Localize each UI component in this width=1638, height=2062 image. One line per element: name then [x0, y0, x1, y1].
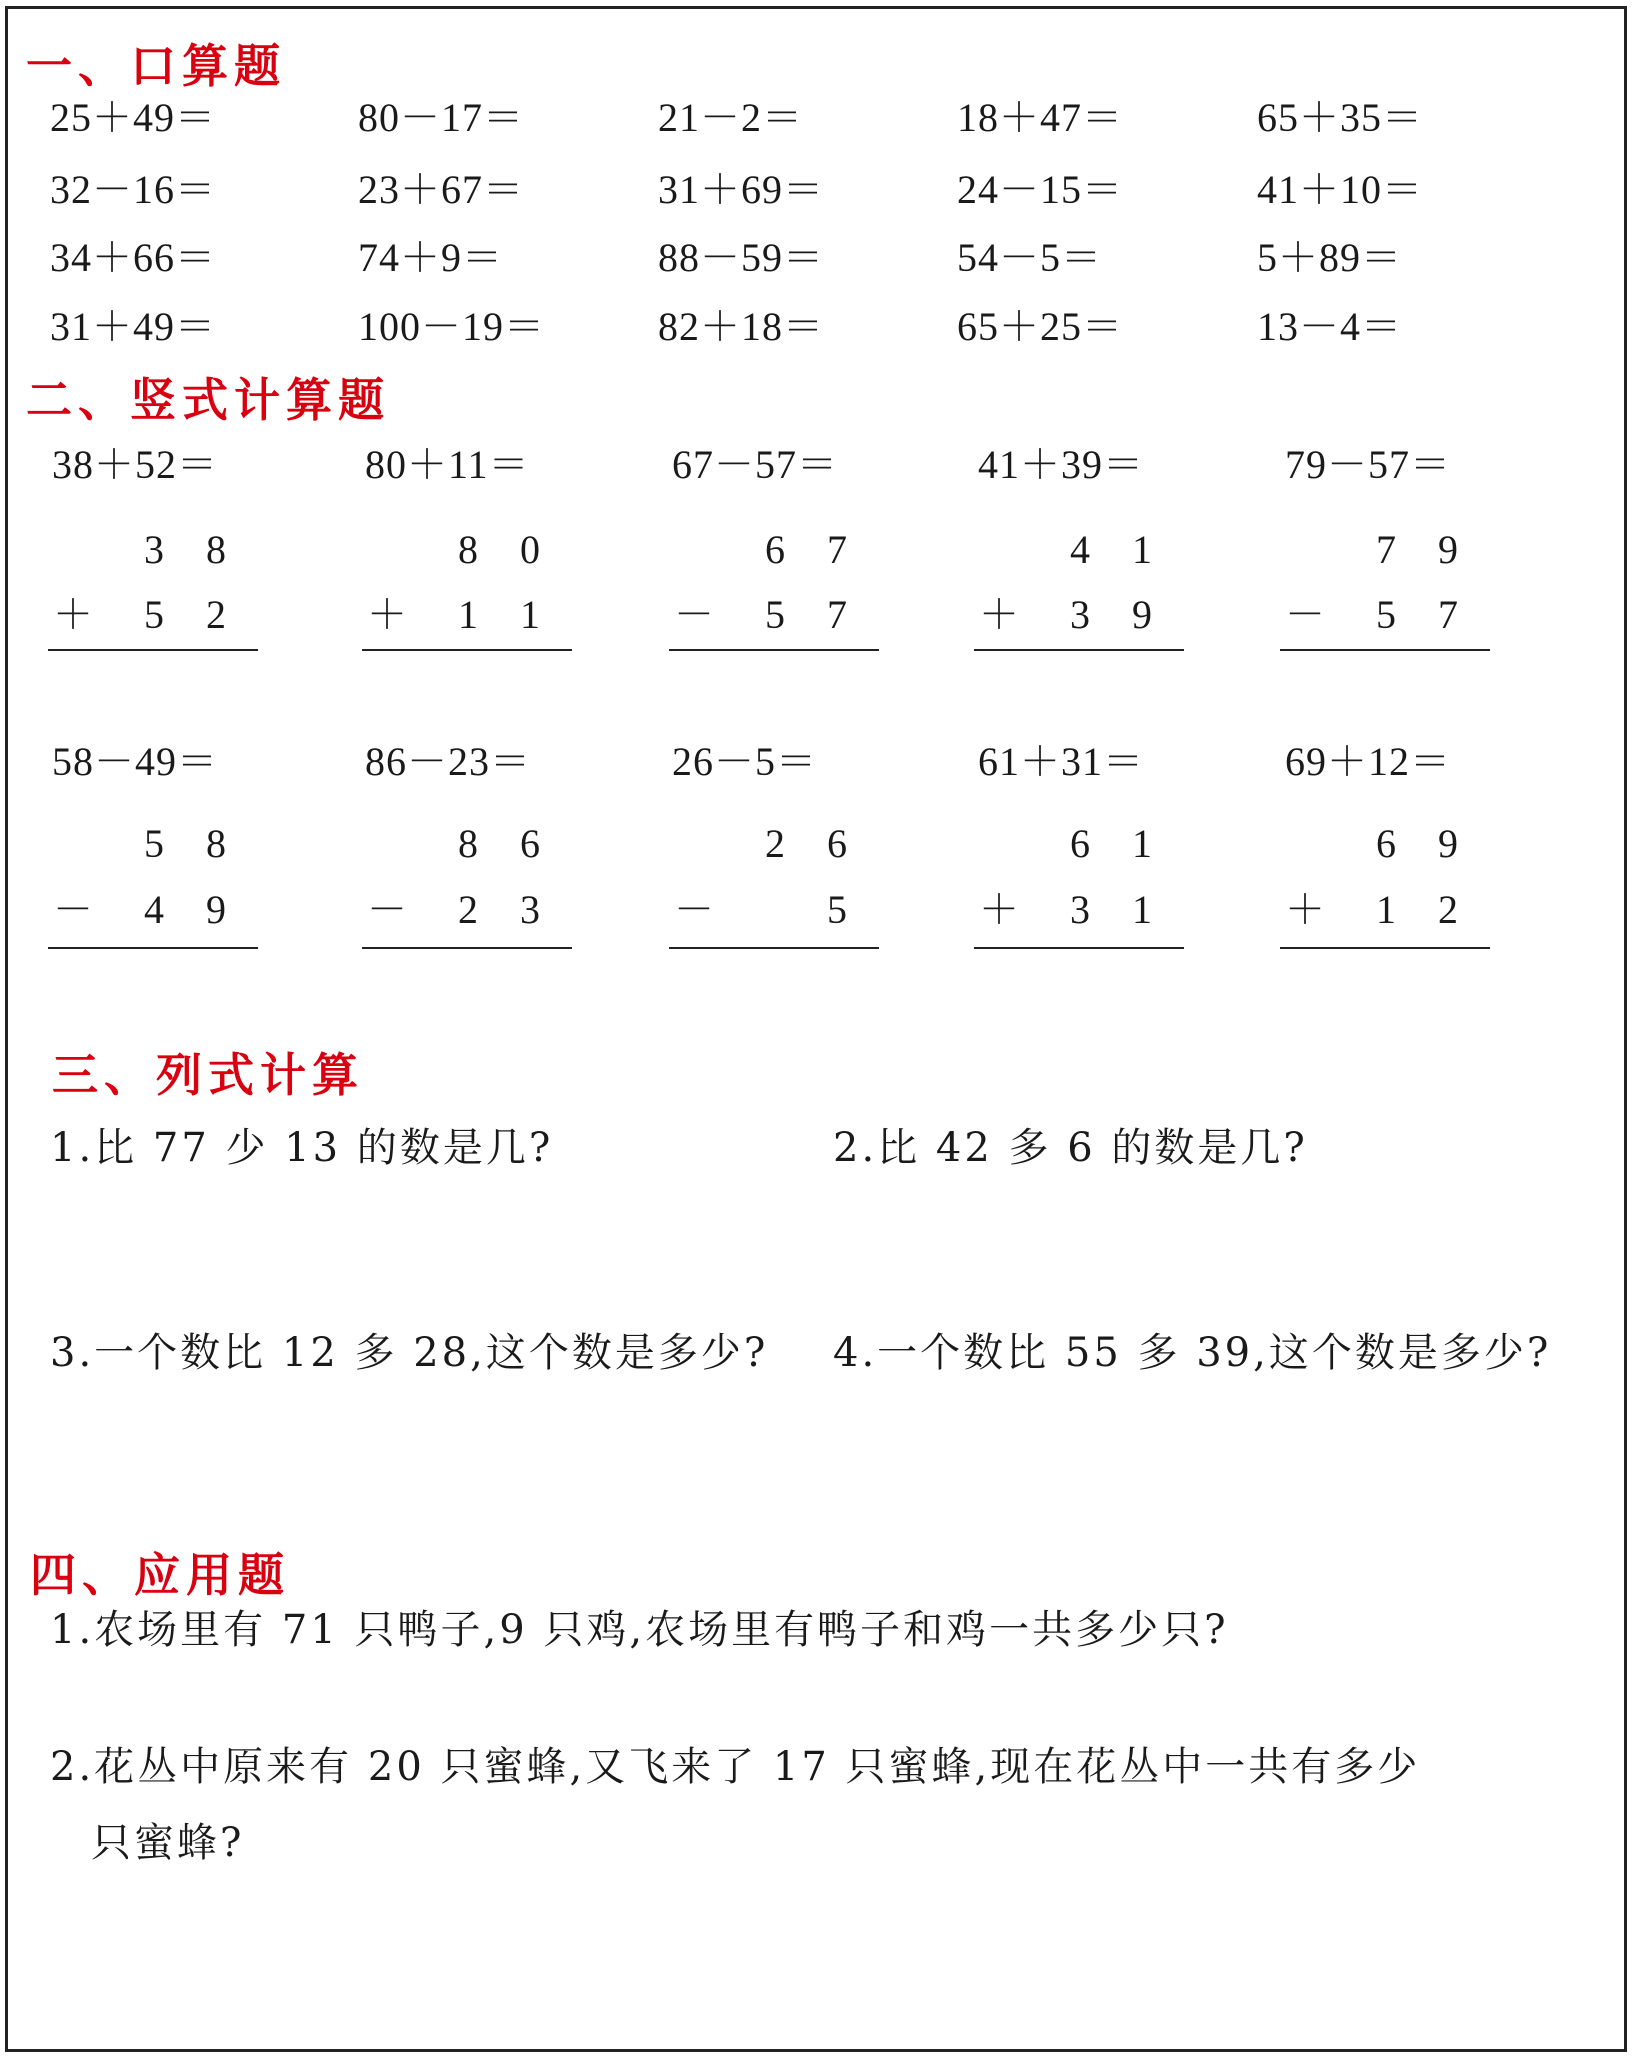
section4-question-2-line-2: 只蜜蜂? [91, 1820, 245, 1866]
vertical-problem-equation: 69＋12＝ [1285, 739, 1451, 784]
oral-equation: 100－19＝ [358, 304, 545, 349]
top-units-digit: 8 [206, 527, 226, 572]
answer-underline [974, 649, 1184, 651]
top-tens-digit: 8 [458, 821, 478, 866]
oral-equation: 13－4＝ [1257, 304, 1402, 349]
oral-equation: 32－16＝ [50, 167, 216, 212]
top-units-digit: 6 [827, 821, 847, 866]
oral-equation: 74＋9＝ [358, 235, 503, 280]
top-tens-digit: 3 [144, 527, 164, 572]
section2-heading: 二、竖式计算题 [26, 373, 390, 427]
oral-equation: 80－17＝ [358, 95, 524, 140]
top-units-digit: 0 [520, 527, 540, 572]
oral-equation: 18＋47＝ [957, 95, 1123, 140]
top-tens-digit: 8 [458, 527, 478, 572]
oral-equation: 88－59＝ [658, 235, 824, 280]
top-tens-digit: 6 [1376, 821, 1396, 866]
oral-equation: 65＋35＝ [1257, 95, 1423, 140]
operator-sign: － [674, 592, 714, 637]
answer-underline [669, 649, 879, 651]
top-units-digit: 6 [520, 821, 540, 866]
answer-underline [48, 947, 258, 949]
section4-question-1: 1.农场里有 71 只鸭子,9 只鸡,农场里有鸭子和鸡一共多少只? [50, 1607, 1229, 1653]
bottom-tens-digit: 5 [765, 592, 785, 637]
oral-equation: 82＋18＝ [658, 304, 824, 349]
vertical-problem-equation: 86－23＝ [365, 739, 531, 784]
bottom-units-digit: 3 [520, 887, 540, 932]
section4-heading: 四、应用题 [30, 1548, 290, 1602]
section1-heading: 一、口算题 [26, 39, 286, 93]
section3-heading: 三、列式计算 [52, 1048, 364, 1102]
operator-sign: － [53, 887, 93, 932]
operator-sign: ＋ [53, 592, 93, 637]
bottom-tens-digit: 4 [144, 887, 164, 932]
oral-equation: 54－5＝ [957, 235, 1102, 280]
bottom-units-digit: 9 [1132, 592, 1152, 637]
bottom-tens-digit: 3 [1070, 887, 1090, 932]
vertical-problem-equation: 58－49＝ [52, 739, 218, 784]
bottom-units-digit: 5 [827, 887, 847, 932]
top-units-digit: 1 [1132, 821, 1152, 866]
vertical-problem-equation: 61＋31＝ [978, 739, 1144, 784]
top-units-digit: 1 [1132, 527, 1152, 572]
oral-equation: 23＋67＝ [358, 167, 524, 212]
answer-underline [1280, 947, 1490, 949]
vertical-problem-equation: 38＋52＝ [52, 442, 218, 487]
section3-question-3: 3.一个数比 12 多 28,这个数是多少? [50, 1330, 769, 1376]
bottom-units-digit: 1 [520, 592, 540, 637]
oral-equation: 41＋10＝ [1257, 167, 1423, 212]
top-tens-digit: 7 [1376, 527, 1396, 572]
oral-equation: 24－15＝ [957, 167, 1123, 212]
bottom-units-digit: 2 [206, 592, 226, 637]
bottom-tens-digit: 1 [458, 592, 478, 637]
operator-sign: ＋ [367, 592, 407, 637]
operator-sign: － [367, 887, 407, 932]
bottom-tens-digit: 3 [1070, 592, 1090, 637]
top-tens-digit: 6 [1070, 821, 1090, 866]
answer-underline [48, 649, 258, 651]
bottom-units-digit: 1 [1132, 887, 1152, 932]
answer-underline [974, 947, 1184, 949]
operator-sign: ＋ [979, 592, 1019, 637]
oral-equation: 65＋25＝ [957, 304, 1123, 349]
oral-equation: 31＋69＝ [658, 167, 824, 212]
bottom-tens-digit: 5 [144, 592, 164, 637]
answer-underline [362, 947, 572, 949]
top-units-digit: 7 [827, 527, 847, 572]
section3-question-4: 4.一个数比 55 多 39,这个数是多少? [833, 1330, 1552, 1376]
oral-equation: 34＋66＝ [50, 235, 216, 280]
bottom-units-digit: 7 [1438, 592, 1458, 637]
vertical-problem-equation: 67－57＝ [672, 442, 838, 487]
operator-sign: － [674, 887, 714, 932]
top-units-digit: 8 [206, 821, 226, 866]
answer-underline [362, 649, 572, 651]
bottom-tens-digit: 1 [1376, 887, 1396, 932]
vertical-problem-equation: 80＋11＝ [365, 442, 530, 487]
vertical-problem-equation: 26－5＝ [672, 739, 817, 784]
section3-question-2: 2.比 42 多 6 的数是几? [833, 1125, 1308, 1171]
vertical-problem-equation: 41＋39＝ [978, 442, 1144, 487]
top-units-digit: 9 [1438, 527, 1458, 572]
bottom-units-digit: 9 [206, 887, 226, 932]
oral-equation: 31＋49＝ [50, 304, 216, 349]
bottom-units-digit: 2 [1438, 887, 1458, 932]
operator-sign: ＋ [1285, 887, 1325, 932]
bottom-tens-digit: 5 [1376, 592, 1396, 637]
top-tens-digit: 5 [144, 821, 164, 866]
oral-equation: 5＋89＝ [1257, 235, 1402, 280]
operator-sign: － [1285, 592, 1325, 637]
top-units-digit: 9 [1438, 821, 1458, 866]
answer-underline [1280, 649, 1490, 651]
oral-equation: 25＋49＝ [50, 95, 216, 140]
section3-question-1: 1.比 77 少 13 的数是几? [50, 1125, 554, 1171]
answer-underline [669, 947, 879, 949]
vertical-problem-equation: 79－57＝ [1285, 442, 1451, 487]
section4-question-2-line-1: 2.花丛中原来有 20 只蜜蜂,又飞来了 17 只蜜蜂,现在花丛中一共有多少 [50, 1744, 1421, 1790]
oral-equation: 21－2＝ [658, 95, 803, 140]
top-tens-digit: 4 [1070, 527, 1090, 572]
top-tens-digit: 2 [765, 821, 785, 866]
top-tens-digit: 6 [765, 527, 785, 572]
operator-sign: ＋ [979, 887, 1019, 932]
bottom-tens-digit: 2 [458, 887, 478, 932]
bottom-units-digit: 7 [827, 592, 847, 637]
